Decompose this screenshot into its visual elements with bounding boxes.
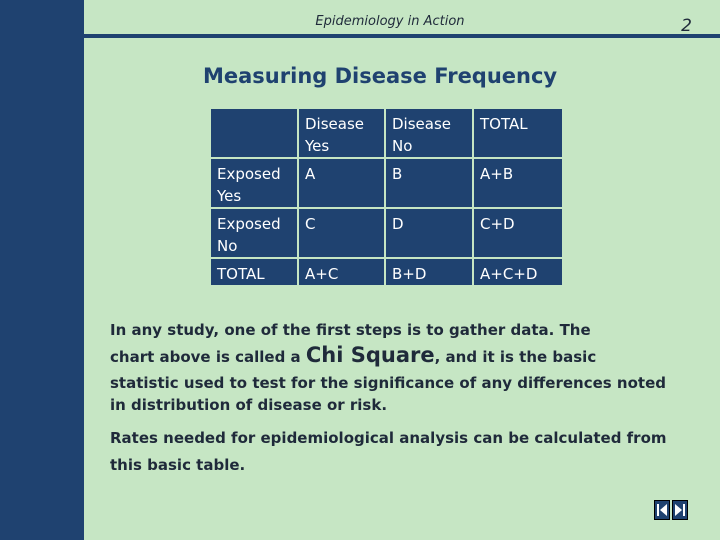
table-cell: C+D <box>473 208 563 258</box>
table-cell: A <box>298 158 385 208</box>
left-sidebar-bar <box>0 0 84 540</box>
table-corner-cell <box>210 108 298 158</box>
page-title: Measuring Disease Frequency <box>203 64 558 88</box>
chi-square-term: Chi Square <box>305 343 435 367</box>
table-header-cell: Disease Yes <box>298 108 385 158</box>
paragraph-1-text: chart above is called a <box>110 348 306 366</box>
table-row <box>210 208 563 258</box>
prev-slide-icon <box>655 501 669 519</box>
table-cell: D <box>385 208 473 258</box>
table-row-label: Exposed Yes <box>210 158 298 208</box>
table-cell: A+C <box>298 258 385 286</box>
table-header-cell: TOTAL <box>473 108 563 158</box>
table-row-label: TOTAL <box>210 258 298 286</box>
table-header-cell: Disease No <box>385 108 473 158</box>
table-cell: A+C+D <box>473 258 563 286</box>
table-header-row <box>210 108 563 158</box>
next-slide-icon <box>673 501 687 519</box>
paragraph-1-rest: statistic used to test for the significance of any differences noted in distribution of disease or risk. <box>110 374 666 414</box>
prev-slide-button[interactable] <box>654 500 670 520</box>
paragraph-1-text: , and it is the basic <box>434 348 597 366</box>
header-title: Epidemiology in Action <box>315 14 465 29</box>
paragraph-1-line-1: In any study, one of the first steps is to gather data. The <box>110 321 591 339</box>
header-divider <box>84 34 720 38</box>
table-cell: C <box>298 208 385 258</box>
table-row <box>210 258 563 286</box>
table-cell: A+B <box>473 158 563 208</box>
table-cell: B <box>385 158 473 208</box>
table-row <box>210 158 563 208</box>
table-row-label: Exposed No <box>210 208 298 258</box>
chi-square-table <box>209 107 564 287</box>
table-cell: B+D <box>385 258 473 286</box>
paragraph-2: Rates needed for epidemiological analysis can be calculated from this basic table. <box>110 429 667 474</box>
slide-number: 2 <box>681 16 692 36</box>
next-slide-button[interactable] <box>672 500 688 520</box>
paragraph-1-line-2 <box>110 343 670 367</box>
